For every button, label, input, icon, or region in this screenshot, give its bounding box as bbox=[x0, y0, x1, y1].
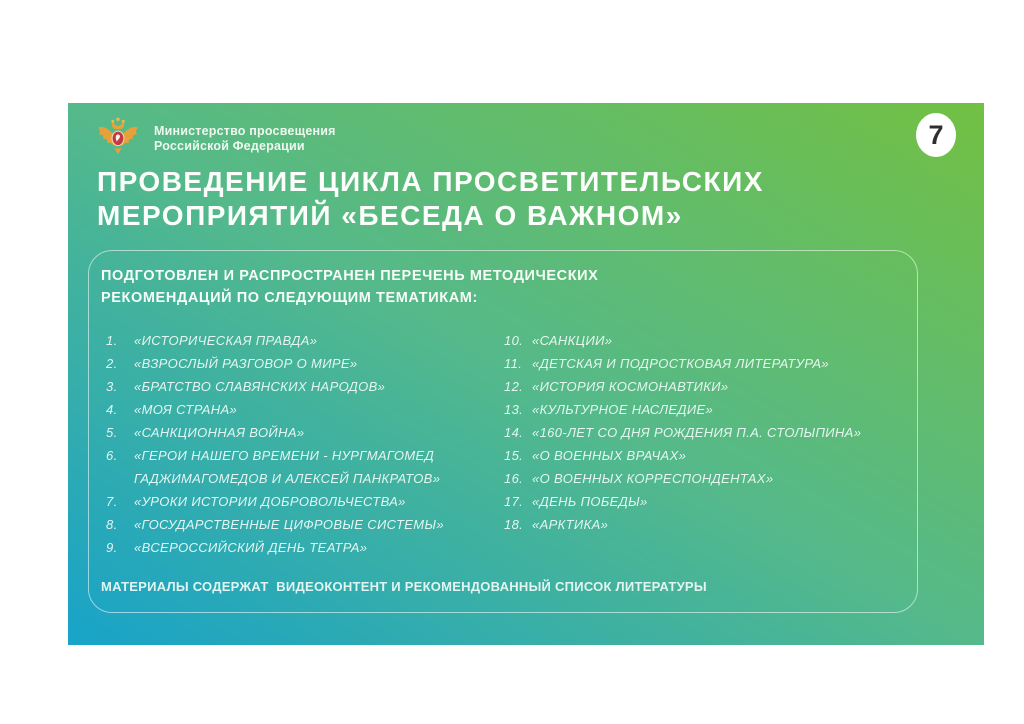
topic-text: «АРКТИКА» bbox=[532, 517, 609, 532]
topic-number: 5. bbox=[106, 425, 118, 440]
topic-number: 13. bbox=[504, 402, 524, 417]
topic-number: 14. bbox=[504, 425, 524, 440]
topic-list-item bbox=[504, 467, 909, 490]
slide-title bbox=[97, 165, 764, 233]
topic-list-item bbox=[504, 375, 909, 398]
topic-text: «160-ЛЕТ СО ДНЯ РОЖДЕНИЯ П.А. СТОЛЫПИНА» bbox=[532, 425, 862, 440]
topic-text: «ВЗРОСЛЫЙ РАЗГОВОР О МИРЕ» bbox=[134, 356, 358, 371]
topic-number: 3. bbox=[106, 379, 118, 394]
topic-list-item bbox=[504, 329, 909, 352]
topic-text: «КУЛЬТУРНОЕ НАСЛЕДИЕ» bbox=[532, 402, 714, 417]
topic-number: 10. bbox=[504, 333, 524, 348]
topic-list-item bbox=[106, 536, 491, 559]
topic-text: «О ВОЕННЫХ КОРРЕСПОНДЕНТАХ» bbox=[532, 471, 774, 486]
topic-text: «МОЯ СТРАНА» bbox=[134, 402, 238, 417]
topic-list-item bbox=[504, 421, 909, 444]
topic-list-item bbox=[106, 490, 491, 513]
topic-list-item bbox=[106, 329, 491, 352]
topic-number: 6. bbox=[106, 448, 118, 463]
content-panel bbox=[88, 250, 918, 613]
topic-list-item bbox=[504, 444, 909, 467]
topic-number: 15. bbox=[504, 448, 524, 463]
topic-number: 2. bbox=[106, 356, 118, 371]
topic-text: «ДЕТСКАЯ И ПОДРОСТКОВАЯ ЛИТЕРАТУРА» bbox=[532, 356, 829, 371]
topic-number: 4. bbox=[106, 402, 118, 417]
topic-list-item bbox=[504, 398, 909, 421]
topic-list-item bbox=[106, 398, 491, 421]
topics-column-left bbox=[106, 329, 491, 559]
panel-heading bbox=[101, 265, 598, 309]
topic-number: 16. bbox=[504, 471, 524, 486]
page-number: 7 bbox=[928, 119, 944, 150]
slide-title-line2: МЕРОПРИЯТИЙ «БЕСЕДА О ВАЖНОМ» bbox=[97, 200, 683, 231]
topic-list-item bbox=[504, 490, 909, 513]
topic-text: «САНКЦИИ» bbox=[532, 333, 613, 348]
topic-list-item bbox=[504, 513, 909, 536]
topic-text: «ИСТОРИЧЕСКАЯ ПРАВДА» bbox=[134, 333, 318, 348]
topic-number: 9. bbox=[106, 540, 118, 555]
topic-number: 11. bbox=[504, 356, 523, 371]
topic-number: 12. bbox=[504, 379, 524, 394]
presentation-slide bbox=[68, 103, 984, 645]
topic-text: «УРОКИ ИСТОРИИ ДОБРОВОЛЬЧЕСТВА» bbox=[134, 494, 406, 509]
topic-text: «ГОСУДАРСТВЕННЫЕ ЦИФРОВЫЕ СИСТЕМЫ» bbox=[134, 517, 444, 532]
topic-text: «ДЕНЬ ПОБЕДЫ» bbox=[532, 494, 648, 509]
topic-number: 1. bbox=[106, 333, 118, 348]
page-number-badge bbox=[916, 113, 956, 157]
topic-list-item bbox=[106, 352, 491, 375]
topic-list-item bbox=[106, 513, 491, 536]
materials-footnote: МАТЕРИАЛЫ СОДЕРЖАТ ВИДЕОКОНТЕНТ И РЕКОМЕНДОВАННЫЙ СПИСОК ЛИТЕРАТУРЫ bbox=[101, 579, 707, 594]
topic-text: «ВСЕРОССИЙСКИЙ ДЕНЬ ТЕАТРА» bbox=[134, 540, 368, 555]
topic-list-item bbox=[106, 444, 491, 490]
topic-number: 17. bbox=[504, 494, 524, 509]
topic-text: «ГЕРОИ НАШЕГО ВРЕМЕНИ - НУРГМАГОМЕД ГАДЖИМАГОМЕДОВ И АЛЕКСЕЙ ПАНКРАТОВ» bbox=[134, 448, 441, 486]
panel-heading-line1: ПОДГОТОВЛЕН И РАСПРОСТРАНЕН ПЕРЕЧЕНЬ МЕТОДИЧЕСКИХ bbox=[101, 268, 599, 284]
ministry-name-line2: Российской Федерации bbox=[154, 139, 305, 153]
ministry-name-line1: Министерство просвещения bbox=[154, 124, 336, 138]
panel-heading-line2: РЕКОМЕНДАЦИЙ ПО СЛЕДУЮЩИМ ТЕМАТИКАМ: bbox=[101, 290, 478, 306]
topic-text: «О ВОЕННЫХ ВРАЧАХ» bbox=[532, 448, 687, 463]
ministry-name bbox=[154, 124, 336, 154]
topic-number: 7. bbox=[106, 494, 118, 509]
topic-text: «ИСТОРИЯ КОСМОНАВТИКИ» bbox=[532, 379, 729, 394]
topic-text: «БРАТСТВО СЛАВЯНСКИХ НАРОДОВ» bbox=[134, 379, 386, 394]
slide-title-line1: ПРОВЕДЕНИЕ ЦИКЛА ПРОСВЕТИТЕЛЬСКИХ bbox=[97, 166, 764, 197]
topic-number: 8. bbox=[106, 517, 118, 532]
topic-text: «САНКЦИОННАЯ ВОЙНА» bbox=[134, 425, 305, 440]
topic-list-item bbox=[504, 352, 909, 375]
topic-list-item bbox=[106, 375, 491, 398]
topics-column-right bbox=[504, 329, 909, 536]
topic-list-item bbox=[106, 421, 491, 444]
topic-number: 18. bbox=[504, 517, 524, 532]
ministry-emblem-icon bbox=[95, 114, 141, 164]
